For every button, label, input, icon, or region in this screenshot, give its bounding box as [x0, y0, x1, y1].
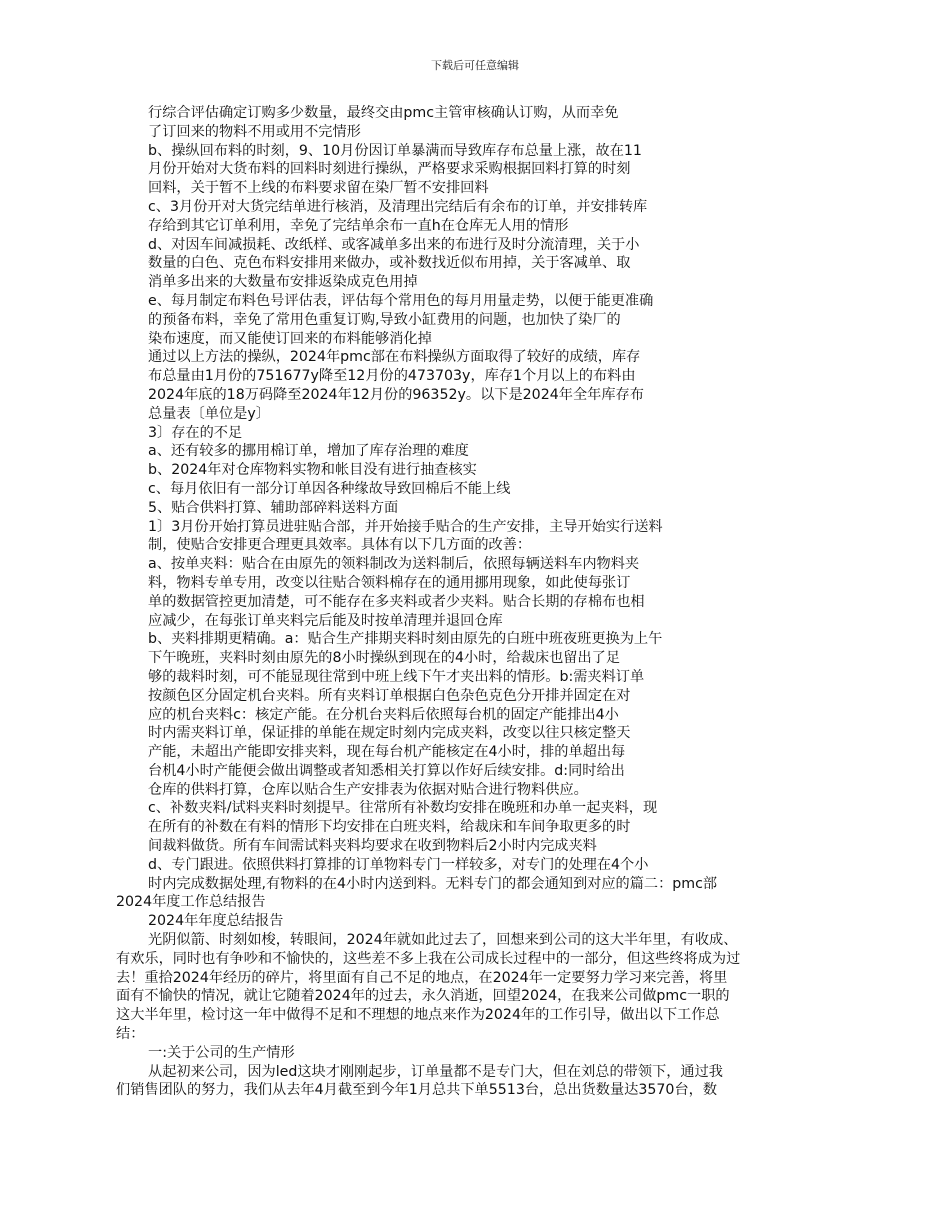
text-line: 1〕3月份开始打算员进驻贴合部，并开始接手贴合的生产安排，主导开始实行送料: [148, 518, 663, 535]
text-line: 存给到其它订单利用，幸免了完结单余布一直h在仓库无人用的情形: [148, 217, 569, 234]
text-line: 5、贴合供料打算、辅助部碎料送料方面: [148, 499, 399, 516]
text-line: c、3月份开对大货完结单进行核消，及清理出完结后有余布的订单，并安排转库: [148, 198, 648, 215]
text-line: 产能，未超出产能即安排夹料，现在每台机产能核定在4小时，排的单超出每: [148, 744, 626, 761]
text-line: b、操纵回布料的时刻，9、10月份因订单暴满而导致库存布总量上涨，故在11: [148, 142, 642, 159]
text-line: 台机4小时产能便会做出调整或者知悉相关打算以作好后续安排。d:同时给出: [148, 762, 625, 779]
text-line: 间裁料做货。所有车间需试料夹料均要求在收到物料后2小时内完成夹料: [148, 838, 597, 855]
text-line: 布总量由1月份的751677y降至12月份的473703y，库存1个月以上的布料由: [148, 368, 636, 385]
text-line: a、还有较多的挪用棉订单，增加了库存治理的难度: [148, 443, 469, 460]
text-line: 们销售团队的努力，我们从去年4月截至到今年1月总共下单5513台，总出货数量达3570台，数: [116, 1082, 718, 1099]
text-line: 应的机台夹料c：核定产能。在分机台夹料后依照每台机的固定产能排出4小: [148, 706, 619, 723]
text-line: 2024年年度总结报告: [148, 913, 284, 930]
text-line: 从起初来公司，因为led这块才刚刚起步，订单量都不是专门大，但在刘总的带领下，通过我: [148, 1063, 723, 1080]
text-line: a、按单夹料：贴合在由原先的领料制改为送料制后，依照每辆送料车内物料夹: [148, 556, 640, 573]
text-line: 制，使贴合安排更合理更具效率。具体有以下几方面的改善：: [148, 537, 532, 554]
text-line: 有欢乐，同时也有争吵和不愉快的，这些差不多上我在公司成长过程中的一部分，但这些终将成为过: [116, 950, 741, 967]
text-line: e、每月制定布料色号评估表，评估每个常用色的每月用量走势，以便于能更准确: [148, 292, 654, 309]
text-line: 行综合评估确定订购多少数量，最终交由pmc主管审核确认订购，从而幸免: [148, 105, 619, 121]
text-line: 2024年度工作总结报告: [116, 894, 266, 911]
text-line: 时内需夹料订单，保证排的单能在规定时刻内完成夹料，改变以往只核定整天: [148, 725, 631, 742]
text-line: c、每月依旧有一部分订单因各种缘故导致回棉后不能上线: [148, 480, 511, 497]
text-line: 面有不愉快的情况，就让它随着2024年的过去，永久消逝，回望2024，在我来公司做pmc一职的: [116, 988, 730, 1005]
page-header: 下载后可任意编辑: [431, 59, 519, 72]
text-line: 的预备布料，幸免了常用色重复订购,导致小缸费用的问题，也加快了染厂的: [148, 311, 621, 328]
text-line: 应减少，在每张订单夹料完后能及时按单清理并退回仓库: [148, 612, 503, 629]
text-line: 消单多出来的大数量布安排返染成克色用掉: [148, 274, 418, 291]
text-line: b、夹料排期更精确。a：贴合生产排期夹料时刻由原先的白班中班夜班更换为上午: [148, 631, 663, 648]
text-line: b、2024年对仓库物料实物和帐目没有进行抽查核实: [148, 462, 477, 479]
text-line: 了订回来的物料不用或用不完情形: [148, 123, 361, 140]
text-line: 仓库的供料打算，仓库以贴合生产安排表为依据对贴合进行物料供应。: [148, 781, 588, 798]
text-line: d、专门跟进。依照供料打算排的订单物料专门一样较多，对专门的处理在4个小: [148, 856, 649, 873]
text-line: 时内完成数据处理,有物料的在4小时内送到料。无料专门的都会通知到对应的篇二：pmc部: [148, 875, 718, 892]
text-line: 料，物料专单专用，改变以往贴合领料棉存在的通用挪用现象，如此使每张订: [148, 574, 631, 591]
text-line: 够的裁料时刻，可不能显现往常到中班上线下午才夹出料的情形。b:需夹料订单: [148, 668, 645, 685]
text-line: 在所有的补数在有料的情形下均安排在白班夹料，给裁床和车间争取更多的时: [148, 819, 631, 836]
text-line: 去！重拾2024年经历的碎片，将里面有自己不足的地点，在2024年一定要努力学习来完善，将里: [116, 969, 728, 986]
text-line: 3〕存在的不足: [148, 424, 243, 441]
document-body: [116, 104, 836, 1100]
text-line: 总量表〔单位是y〕: [148, 405, 270, 422]
text-line: d、对因车间减损耗、改纸样、或客减单多出来的布进行及时分流清理，关于小: [148, 236, 640, 253]
text-line: 单的数据管控更加清楚，可不能存在多夹料或者少夹料。贴合长期的存棉布也相: [148, 593, 645, 610]
text-line: 下午晚班，夹料时刻由原先的8小时操纵到现在的4小时，给裁床也留出了足: [148, 650, 621, 667]
text-line: 光阴似箭、时刻如梭，转眼间，2024年就如此过去了，回想来到公司的这大半年里，有收成、: [148, 932, 738, 949]
text-line: 结：: [116, 1026, 145, 1043]
text-line: 回料，关于暂不上线的布料要求留在染厂暂不安排回料: [148, 180, 489, 197]
text-line: 染布速度，而又能使订回来的布料能够消化掉: [148, 330, 432, 347]
text-line: 通过以上方法的操纵，2024年pmc部在布料操纵方面取得了较好的成绩，库存: [148, 349, 641, 366]
text-line: 这大半年里，检讨这一年中做得不足和不理想的地点来作为2024年的工作引导，做出以下工作总: [116, 1007, 720, 1024]
text-line: 数量的白色、克色布料安排用来做办，或补数找近似布用掉，关于客减单、取: [148, 255, 631, 272]
text-line: c、补数夹料/试料夹料时刻提早。往常所有补数均安排在晚班和办单一起夹料，现: [148, 800, 658, 817]
text-line: 2024年底的18万码降至2024年12月份的96352y。以下是2024年全年库存布: [148, 386, 644, 403]
text-line: 按颜色区分固定机台夹料。所有夹料订单根据白色杂色克色分开排并固定在对: [148, 687, 631, 704]
text-line: 一:关于公司的生产情形: [148, 1044, 295, 1061]
text-line: 月份开始对大货布料的回料时刻进行操纵，严格要求采购根据回料打算的时刻: [148, 161, 631, 178]
